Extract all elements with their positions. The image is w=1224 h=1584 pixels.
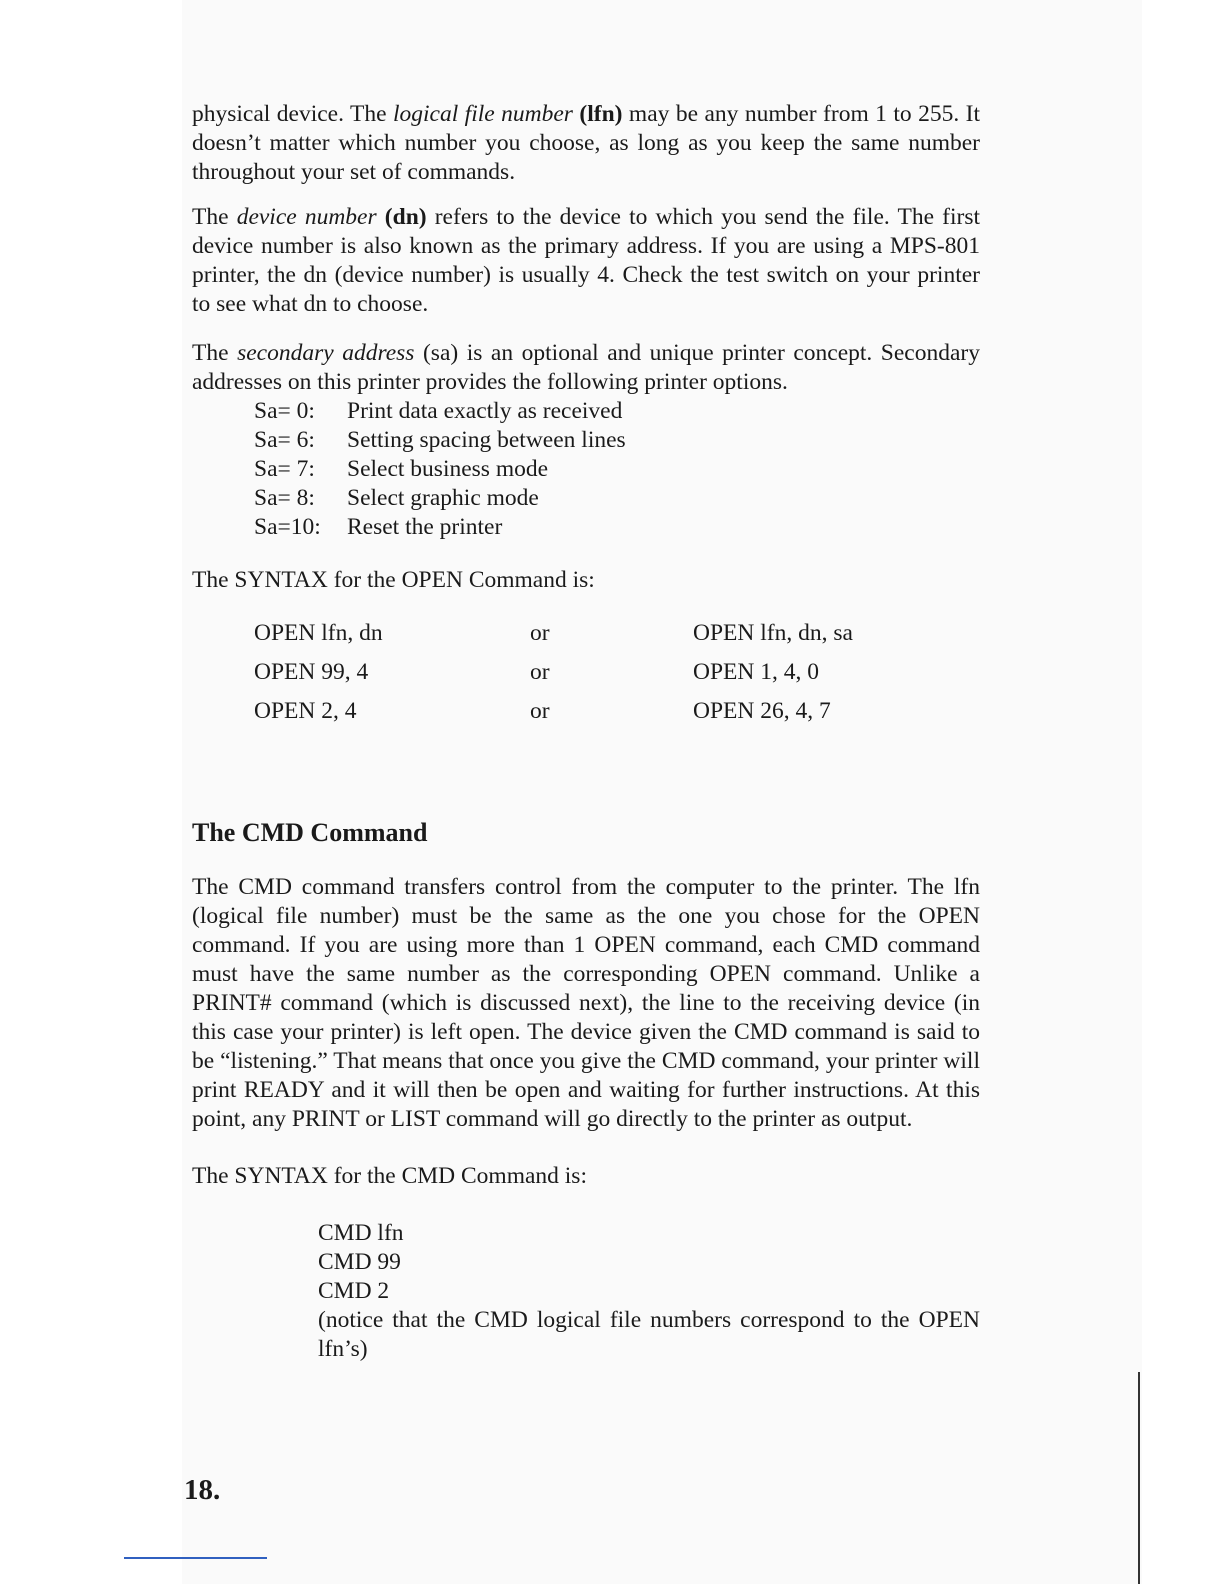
sa-option: Sa= 8: Select graphic mode bbox=[254, 485, 539, 511]
sa-option: Sa= 6: Setting spacing between lines bbox=[254, 427, 626, 453]
page-number: 18. bbox=[184, 1474, 221, 1506]
open-syntax-intro: The SYNTAX for the OPEN Command is: bbox=[192, 567, 595, 593]
right-margin-line bbox=[1138, 1372, 1140, 1584]
secondary-address-paragraph: The secondary address (sa) is an optional and unique printer concept. Secondary addresses on this printer provides the following printer options. bbox=[192, 340, 980, 395]
sa-option: Sa= 7: Select business mode bbox=[254, 456, 549, 482]
intro-paragraph: physical device. The logical file number (lfn) may be any number from 1 to 255. It doesn’t matter which number you choose, as long as you keep the same number throughout your set of commands. bbox=[192, 101, 981, 185]
cmd-syntax-intro: The SYNTAX for the CMD Command is: bbox=[192, 1163, 587, 1189]
cmd-paragraph: The CMD command transfers control from the computer to the printer. The lfn (logical file number) must be the same as the one you chose for the OPEN command. If you are using more than 1 OPEN command, each CMD command must have the same number as the corresponding OPEN command. Unlike a PRINT# command (which is discussed next), the line to the receiving device (in this case your printer) is left open. The device given the CMD command is said to be “listening.” That means that once you give the CMD command, your printer will print READY and it will then be open and waiting for further instructions. At this point, any PRINT or LIST command will go directly to the printer as output. bbox=[192, 874, 980, 1132]
open-syntax-row: OPEN 99, 4 or OPEN 1, 4, 0 bbox=[254, 659, 819, 685]
sa-option: Sa=10: Reset the printer bbox=[254, 514, 503, 540]
open-syntax-row: OPEN 2, 4 or OPEN 26, 4, 7 bbox=[254, 698, 831, 724]
open-syntax-table bbox=[254, 619, 980, 736]
cmd-syntax-note: (notice that the CMD logical file numbers correspond to the OPEN lfn’s) bbox=[318, 1307, 980, 1362]
device-number-paragraph: The device number (dn) refers to the device to which you send the file. The first device number is also known as the primary address. If you are using a MPS-801 printer, the dn (device number) is usually 4. Check the test switch on your printer to see what dn to choose. bbox=[192, 204, 980, 317]
open-syntax-row: OPEN lfn, dn or OPEN lfn, dn, sa bbox=[254, 620, 853, 646]
page-content bbox=[192, 100, 980, 1364]
bottom-rule-line bbox=[124, 1557, 267, 1559]
cmd-syntax-line: CMD 99 bbox=[318, 1249, 401, 1275]
secondary-address-options bbox=[254, 397, 980, 542]
sa-option: Sa= 0: Print data exactly as received bbox=[254, 398, 623, 424]
cmd-syntax-line: CMD 2 bbox=[318, 1278, 390, 1304]
cmd-syntax-list bbox=[318, 1219, 980, 1364]
cmd-syntax-line: CMD lfn bbox=[318, 1220, 404, 1246]
section-heading: The CMD Command bbox=[192, 818, 428, 847]
